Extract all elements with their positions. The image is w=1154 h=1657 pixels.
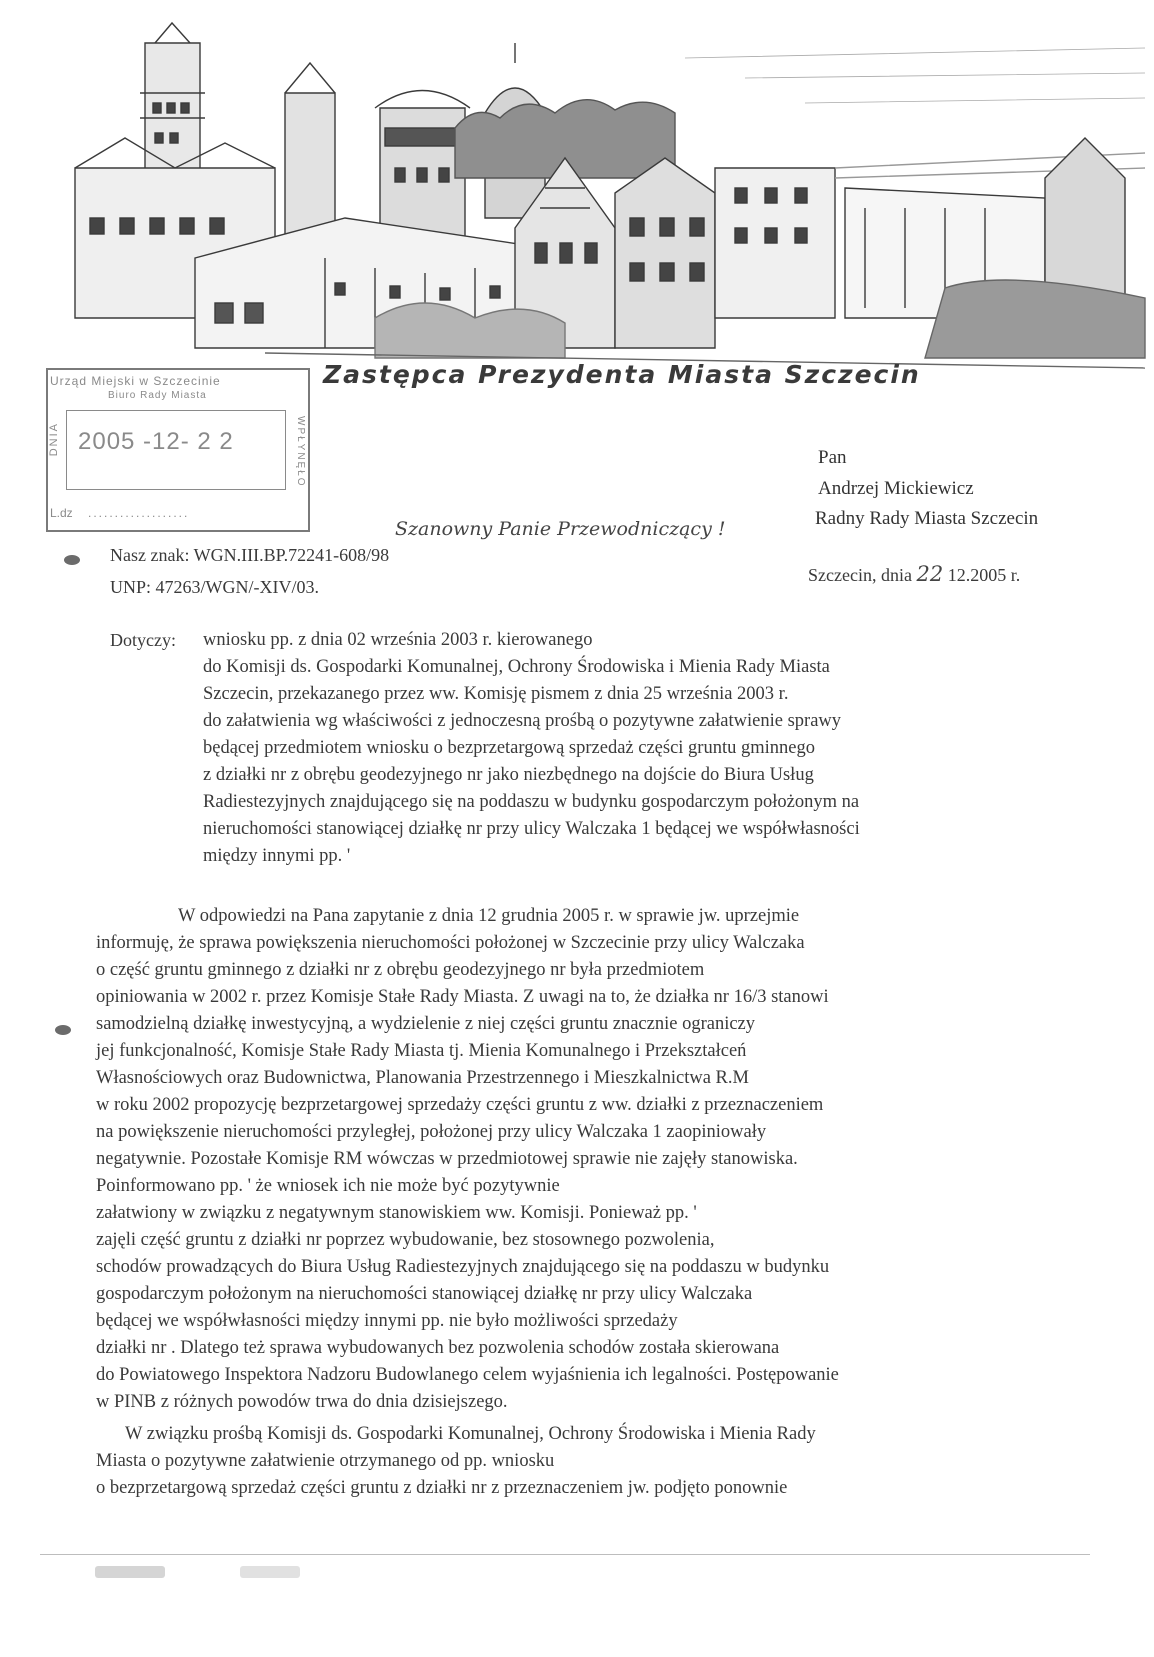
subject-line: z działki nr z obrębu geodezyjnego nr jako niezbędnego na dojście do Biura Usług xyxy=(203,765,814,785)
footer-logo-mark xyxy=(95,1566,165,1578)
body-line: zajęli część gruntu z działki nr poprzez wybudowanie, bez stosownego pozwolenia, xyxy=(96,1230,715,1250)
body-line: o bezprzetargową sprzedaż części gruntu z działki nr z przeznaczeniem jw. podjęto ponownie xyxy=(96,1478,788,1498)
subject-line: do Komisji ds. Gospodarki Komunalnej, Ochrony Środowiska i Mienia Rady Miasta xyxy=(203,657,830,677)
body-line: Miasta o pozytywne załatwienie otrzymanego od pp. wniosku xyxy=(96,1451,555,1471)
subject-line: będącej przedmiotem wniosku o bezprzetargową sprzedaż części gruntu gminnego xyxy=(203,738,815,758)
punch-hole-mark xyxy=(64,555,80,565)
body-line: opiniowania w 2002 r. przez Komisje Stałe Rady Miasta. Z uwagi na to, że działka nr 16/3 stanowi xyxy=(96,987,829,1007)
body-line: jej funkcjonalność, Komisje Stałe Rady Miasta tj. Mienia Komunalnego i Przekształceń xyxy=(96,1041,747,1061)
body-line: załatwiony w związku z negatywnym stanowiskiem ww. Komisji. Ponieważ pp. ' xyxy=(96,1203,697,1223)
letterhead-title: Zastępca Prezydenta Miasta Szczecin xyxy=(323,360,921,389)
body-line: Poinformowano pp. ' że wniosek ich nie może być pozytywnie xyxy=(96,1176,560,1196)
handwritten-day: 22 xyxy=(916,562,944,586)
body-line: W związku prośbą Komisji ds. Gospodarki Komunalnej, Ochrony Środowiska i Mienia Rady xyxy=(125,1424,816,1444)
body-line: Własnościowych oraz Budownictwa, Planowania Przestrzennego i Mieszkalnictwa R.M xyxy=(96,1068,749,1088)
body-line: o część gruntu gminnego z działki nr z obrębu geodezyjnego nr była przedmiotem xyxy=(96,960,705,980)
stamp-date: 2005 -12- 2 2 xyxy=(78,428,234,455)
stamp-side-label-left: DNIA xyxy=(48,422,60,457)
place-date-suffix: 12.2005 r. xyxy=(947,565,1021,585)
body-line: na powiększenie nieruchomości przyległej, położonej przy ulicy Walczaka 1 zaopiniowały xyxy=(96,1122,767,1142)
received-stamp xyxy=(46,368,310,532)
punch-hole-mark xyxy=(55,1025,71,1035)
stamp-dz-dots: ................... xyxy=(88,506,190,520)
body-line: w PINB z różnych powodów trwa do dnia dzisiejszego. xyxy=(96,1392,508,1412)
footer-emblem-mark xyxy=(240,1566,300,1578)
handwritten-greeting: Szanowny Panie Przewodniczący ! xyxy=(395,518,726,540)
subject-line: Szczecin, przekazanego przez ww. Komisję pismem z dnia 25 września 2003 r. xyxy=(203,684,789,704)
body-line: informuję, że sprawa powiększenia nieruchomości położonej w Szczecinie przy ulicy Walczaka xyxy=(96,933,805,953)
subject-line: Radiestezyjnych znajdującego się na poddaszu w budynku gospodarczym położonym na xyxy=(203,792,860,812)
body-line: działki nr . Dlatego też sprawa wybudowanych bez pozwolenia schodów została skierowana xyxy=(96,1338,780,1358)
stamp-side-label-right: WPŁYNĘŁO xyxy=(295,416,306,488)
body-line: negatywnie. Pozostałe Komisje RM wówczas w przedmiotowej sprawie nie zajęły stanowiska. xyxy=(96,1149,798,1169)
recipient-name: Andrzej Mickiewicz xyxy=(818,478,974,499)
footer-divider xyxy=(40,1554,1090,1555)
reference-unp: UNP: 47263/WGN/-XIV/03. xyxy=(110,577,319,597)
recipient-salutation: Pan xyxy=(818,447,847,468)
body-line: samodzielną działkę inwestycyjną, a wydzielenie z niej części gruntu znacznie ograniczy xyxy=(96,1014,756,1034)
body-line: gospodarczym położonym na nieruchomości stanowiącej działkę nr przy ulicy Walczaka xyxy=(96,1284,753,1304)
body-line: W odpowiedzi na Pana zapytanie z dnia 12 grudnia 2005 r. w sprawie jw. uprzejmie xyxy=(178,906,800,926)
subject-line: do załatwienia wg właściwości z jednoczesną prośbą o pozytywne załatwienie sprawy xyxy=(203,711,842,731)
body-line: schodów prowadzących do Biura Usług Radiestezyjnych znajdującego się na poddaszu w budynku xyxy=(96,1257,830,1277)
stamp-dz-label: L.dz xyxy=(50,506,73,520)
place-and-date xyxy=(808,562,1020,586)
reference-nasz-znak: Nasz znak: WGN.III.BP.72241-608/98 xyxy=(110,545,390,565)
body-line: w roku 2002 propozycję bezprzetargowej sprzedaży części gruntu z ww. działki z przeznaczeniem xyxy=(96,1095,824,1115)
subject-line: nieruchomości stanowiącej działkę nr przy ulicy Walczaka 1 będącej we współwłasności xyxy=(203,819,860,839)
subject-label: Dotyczy: xyxy=(110,630,176,650)
subject-line: między innymi pp. ' xyxy=(203,846,351,866)
szczecin-skyline-illustration xyxy=(45,18,1150,378)
stamp-office-department: Biuro Rady Miasta xyxy=(108,390,207,401)
subject-line: wniosku pp. z dnia 02 września 2003 r. kierowanego xyxy=(203,630,593,650)
recipient-role: Radny Rady Miasta Szczecin xyxy=(815,508,1039,529)
body-line: będącej we współwłasności między innymi pp. nie było możliwości sprzedaży xyxy=(96,1311,678,1331)
body-line: do Powiatowego Inspektora Nadzoru Budowlanego celem wyjaśnienia ich legalności. Postępowanie xyxy=(96,1365,839,1385)
stamp-office-name: Urząd Miejski w Szczecinie xyxy=(50,374,221,388)
place-date-prefix: Szczecin, dnia xyxy=(808,565,912,585)
